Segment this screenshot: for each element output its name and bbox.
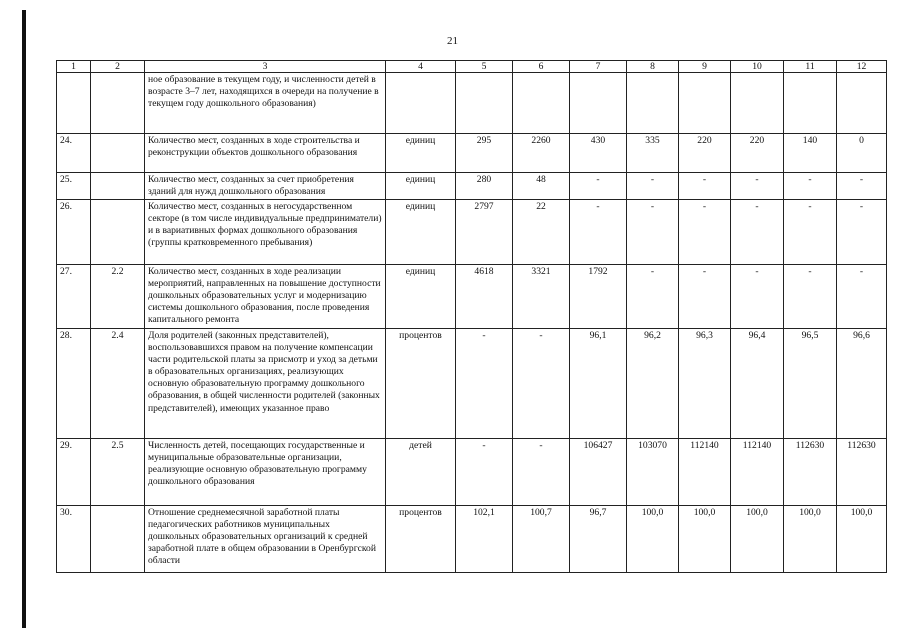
row-description-cell: Количество мест, созданных в негосударственном секторе (в том числе индивидуальные предприниматели) и в вариативных формах дошкольного образования (группы кратковременного пребывания) xyxy=(145,200,386,265)
row-unit-cell: детей xyxy=(386,439,456,506)
value-cell xyxy=(837,73,887,134)
header-cell: 7 xyxy=(570,61,627,73)
table-row xyxy=(57,73,887,134)
row-code-cell: 2.5 xyxy=(91,439,145,506)
row-code-cell xyxy=(91,173,145,200)
value-cell: 100,0 xyxy=(627,506,679,573)
value-cell: - xyxy=(784,173,837,200)
value-cell: 96,1 xyxy=(570,329,627,439)
row-description-cell: Численность детей, посещающих государственные и муниципальные образовательные организации, реализующие основную образовательную программу дошкольного образования xyxy=(145,439,386,506)
value-cell: - xyxy=(679,200,731,265)
row-unit-cell: единиц xyxy=(386,200,456,265)
table-row xyxy=(57,439,887,506)
row-number-cell: 24. xyxy=(57,134,91,173)
value-cell: 102,1 xyxy=(456,506,513,573)
value-cell: 112630 xyxy=(784,439,837,506)
value-cell: 3321 xyxy=(513,265,570,329)
row-number-cell: 26. xyxy=(57,200,91,265)
value-cell: - xyxy=(456,329,513,439)
header-cell: 11 xyxy=(784,61,837,73)
value-cell: - xyxy=(837,200,887,265)
value-cell: 4618 xyxy=(456,265,513,329)
row-description-cell: Количество мест, созданных в ходе реализации мероприятий, направленных на повышение доступности дошкольных образовательных услуг и модернизацию системы дошкольного образования, после проведения капитального ремонта xyxy=(145,265,386,329)
value-cell: 220 xyxy=(731,134,784,173)
row-unit-cell: процентов xyxy=(386,329,456,439)
value-cell: 140 xyxy=(784,134,837,173)
value-cell: 96,5 xyxy=(784,329,837,439)
row-unit-cell: единиц xyxy=(386,134,456,173)
value-cell: 335 xyxy=(627,134,679,173)
header-cell: 12 xyxy=(837,61,887,73)
value-cell: - xyxy=(731,200,784,265)
value-cell: 96,6 xyxy=(837,329,887,439)
header-cell: 4 xyxy=(386,61,456,73)
table-row xyxy=(57,173,887,200)
value-cell: - xyxy=(456,439,513,506)
value-cell: - xyxy=(570,200,627,265)
value-cell: 96,2 xyxy=(627,329,679,439)
value-cell: - xyxy=(627,173,679,200)
header-cell: 3 xyxy=(145,61,386,73)
value-cell: 2260 xyxy=(513,134,570,173)
value-cell: 100,0 xyxy=(731,506,784,573)
table-header-row xyxy=(57,61,887,73)
value-cell: 100,0 xyxy=(784,506,837,573)
table-row xyxy=(57,200,887,265)
value-cell: 100,0 xyxy=(837,506,887,573)
value-cell: 100,7 xyxy=(513,506,570,573)
header-cell: 1 xyxy=(57,61,91,73)
value-cell: 112140 xyxy=(731,439,784,506)
row-description-cell: Доля родителей (законных представителей), воспользовавшихся правом на получение компенсации части родительской платы за присмотр и уход за детьми в образовательных организациях, реализующих основную образовательную программу дошкольного образования, в общей численности родителей (законных представителей), имеющих указанное право xyxy=(145,329,386,439)
table-row xyxy=(57,506,887,573)
value-cell: - xyxy=(837,173,887,200)
value-cell: - xyxy=(784,200,837,265)
row-number-cell: 30. xyxy=(57,506,91,573)
value-cell: 0 xyxy=(837,134,887,173)
value-cell: 96,7 xyxy=(570,506,627,573)
value-cell: - xyxy=(627,265,679,329)
row-description-cell: Количество мест, созданных в ходе строительства и реконструкции объектов дошкольного образования xyxy=(145,134,386,173)
value-cell: - xyxy=(784,265,837,329)
table-row xyxy=(57,134,887,173)
row-unit-cell: единиц xyxy=(386,265,456,329)
value-cell: 48 xyxy=(513,173,570,200)
header-cell: 2 xyxy=(91,61,145,73)
value-cell: 280 xyxy=(456,173,513,200)
table-row xyxy=(57,329,887,439)
row-number-cell: 29. xyxy=(57,439,91,506)
row-code-cell xyxy=(91,134,145,173)
header-cell: 6 xyxy=(513,61,570,73)
value-cell: 2797 xyxy=(456,200,513,265)
value-cell xyxy=(513,73,570,134)
value-cell xyxy=(784,73,837,134)
row-number-cell xyxy=(57,73,91,134)
value-cell: 112630 xyxy=(837,439,887,506)
value-cell xyxy=(627,73,679,134)
row-code-cell xyxy=(91,73,145,134)
value-cell xyxy=(731,73,784,134)
row-code-cell xyxy=(91,506,145,573)
value-cell: 430 xyxy=(570,134,627,173)
value-cell: - xyxy=(627,200,679,265)
header-cell: 5 xyxy=(456,61,513,73)
header-cell: 10 xyxy=(731,61,784,73)
table-row xyxy=(57,265,887,329)
indicators-table xyxy=(56,60,887,573)
value-cell: - xyxy=(731,173,784,200)
value-cell xyxy=(456,73,513,134)
value-cell: 220 xyxy=(679,134,731,173)
row-number-cell: 27. xyxy=(57,265,91,329)
value-cell: 22 xyxy=(513,200,570,265)
row-unit-cell: процентов xyxy=(386,506,456,573)
row-description-cell: Отношение среднемесячной заработной платы педагогических работников муниципальных дошкольных образовательных организаций к средней заработной плате в общем образовании в Оренбургской области xyxy=(145,506,386,573)
value-cell: - xyxy=(837,265,887,329)
row-unit-cell xyxy=(386,73,456,134)
value-cell: 96,3 xyxy=(679,329,731,439)
value-cell: 106427 xyxy=(570,439,627,506)
value-cell: - xyxy=(731,265,784,329)
value-cell: - xyxy=(513,439,570,506)
value-cell: 100,0 xyxy=(679,506,731,573)
value-cell xyxy=(570,73,627,134)
value-cell: 103070 xyxy=(627,439,679,506)
row-description-cell: ное образование в текущем году, и численности детей в возрасте 3–7 лет, находящихся в очереди на получение в текущем году дошкольного образования) xyxy=(145,73,386,134)
header-cell: 8 xyxy=(627,61,679,73)
value-cell: - xyxy=(679,265,731,329)
row-unit-cell: единиц xyxy=(386,173,456,200)
page-edge-bar xyxy=(22,10,26,628)
value-cell: 112140 xyxy=(679,439,731,506)
value-cell: - xyxy=(513,329,570,439)
row-description-cell: Количество мест, созданных за счет приобретения зданий для нужд дошкольного образования xyxy=(145,173,386,200)
row-number-cell: 25. xyxy=(57,173,91,200)
value-cell: - xyxy=(570,173,627,200)
value-cell: 1792 xyxy=(570,265,627,329)
page-number: 21 xyxy=(447,35,458,47)
value-cell: 295 xyxy=(456,134,513,173)
row-code-cell: 2.2 xyxy=(91,265,145,329)
value-cell: - xyxy=(679,173,731,200)
value-cell: 96,4 xyxy=(731,329,784,439)
value-cell xyxy=(679,73,731,134)
row-code-cell: 2.4 xyxy=(91,329,145,439)
row-code-cell xyxy=(91,200,145,265)
row-number-cell: 28. xyxy=(57,329,91,439)
header-cell: 9 xyxy=(679,61,731,73)
